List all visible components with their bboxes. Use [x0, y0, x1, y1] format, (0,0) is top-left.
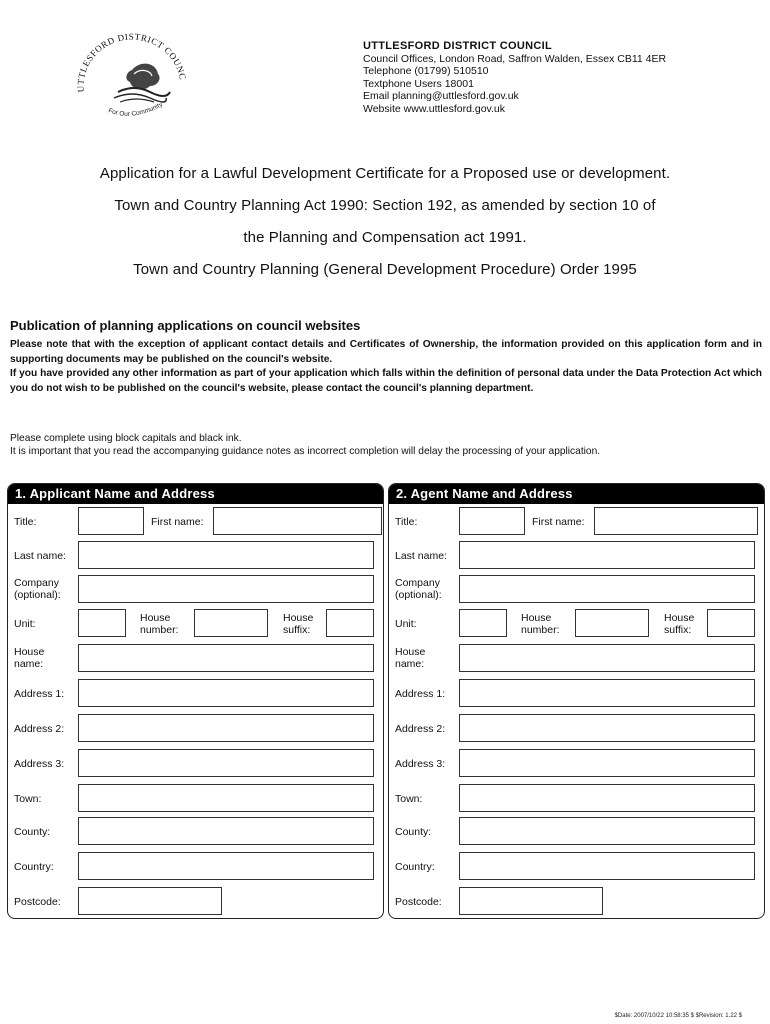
- first-name-label: First name:: [151, 516, 204, 528]
- house-number-label-line1: House: [140, 612, 171, 624]
- logo-arc-text: UTTLESFORD DISTRICT COUNC: [75, 31, 189, 93]
- applicant-unit-input[interactable]: [78, 609, 126, 637]
- house-suffix-label: [283, 612, 313, 636]
- last-name-label: Last name:: [14, 550, 66, 562]
- house-number-label-line2: number:: [521, 624, 560, 636]
- council-logo: [70, 30, 200, 130]
- address1-label: Address 1:: [395, 688, 446, 700]
- form-title: Application for a Lawful Development Certificate for a Proposed use or development.: [99, 165, 671, 182]
- address1-label: Address 1:: [14, 688, 65, 700]
- svg-text:For Our Community: [107, 101, 164, 118]
- agent-country-input[interactable]: [459, 852, 755, 880]
- house-name-label-line2: name:: [395, 658, 425, 670]
- country-label: Country:: [14, 861, 54, 873]
- agent-section: [388, 483, 765, 919]
- applicant-address1-input[interactable]: [78, 679, 374, 707]
- company-label: [14, 577, 61, 601]
- house-name-label: [14, 646, 44, 670]
- last-name-label: Last name:: [395, 550, 447, 562]
- house-suffix-label-line1: House: [664, 612, 695, 624]
- publication-notice: [10, 318, 762, 396]
- house-number-label-line2: number:: [140, 624, 179, 636]
- applicant-section: [7, 483, 384, 919]
- applicant-company-input[interactable]: [78, 575, 374, 603]
- form-subtitle-order: Town and Country Planning (General Development Procedure) Order 1995: [133, 261, 637, 278]
- agent-house-number-input[interactable]: [575, 609, 649, 637]
- company-label-line1: Company: [14, 577, 59, 589]
- applicant-address2-input[interactable]: [78, 714, 374, 742]
- applicant-county-input[interactable]: [78, 817, 374, 845]
- council-name: UTTLESFORD DISTRICT COUNCIL: [363, 40, 552, 52]
- house-number-label-line1: House: [521, 612, 552, 624]
- completion-instructions: [10, 432, 600, 458]
- council-textphone: Textphone Users 18001: [363, 77, 474, 90]
- house-number-label: [140, 612, 179, 636]
- house-suffix-label-line2: suffix:: [283, 624, 311, 636]
- house-number-label: [521, 612, 560, 636]
- applicant-title-input[interactable]: [78, 507, 144, 535]
- agent-postcode-input[interactable]: [459, 887, 603, 915]
- instruction-guidance: It is important that you read the accompanying guidance notes as incorrect completion will delay the processing of your application.: [10, 446, 601, 457]
- house-name-label-line2: name:: [14, 658, 44, 670]
- council-address: Council Offices, London Road, Saffron Walden, Essex CB11 4ER: [363, 52, 667, 65]
- svg-text:UTTLESFORD DISTRICT COUNCIL: [70, 30, 188, 93]
- applicant-address3-input[interactable]: [78, 749, 374, 777]
- applicant-postcode-input[interactable]: [78, 887, 222, 915]
- address3-label: Address 3:: [14, 758, 65, 770]
- agent-first-name-input[interactable]: [594, 507, 758, 535]
- publication-para-2: If you have provided any other information as part of your application which falls within the definition of personal data under the Data Protection Act which you do not wish to be published on the council's website, please contact the council's planning department.: [10, 368, 762, 394]
- logo-emblem: [114, 64, 170, 102]
- applicant-section-title: 1. Applicant Name and Address: [8, 484, 383, 504]
- council-contact-block: [363, 40, 666, 116]
- first-name-label: First name:: [532, 516, 585, 528]
- address3-label: Address 3:: [395, 758, 446, 770]
- house-suffix-label: [664, 612, 694, 636]
- revision-footer: $Date: 2007/10/22 10:58:35 $ $Revision: 1.22 $: [614, 1013, 742, 1019]
- agent-title-input[interactable]: [459, 507, 525, 535]
- applicant-town-input[interactable]: [78, 784, 374, 812]
- applicant-house-number-input[interactable]: [194, 609, 268, 637]
- unit-label: Unit:: [14, 618, 36, 630]
- agent-town-input[interactable]: [459, 784, 755, 812]
- form-subtitle-amendment: the Planning and Compensation act 1991.: [243, 229, 527, 246]
- agent-house-suffix-input[interactable]: [707, 609, 755, 637]
- address2-label: Address 2:: [14, 723, 65, 735]
- agent-unit-input[interactable]: [459, 609, 507, 637]
- council-email: Email planning@uttlesford.gov.uk: [363, 90, 519, 103]
- form-titles: [0, 164, 770, 292]
- applicant-last-name-input[interactable]: [78, 541, 374, 569]
- house-name-label: [395, 646, 425, 670]
- house-name-label-line1: House: [14, 646, 45, 658]
- instruction-ink: Please complete using block capitals and black ink.: [10, 433, 242, 444]
- agent-company-input[interactable]: [459, 575, 755, 603]
- agent-last-name-input[interactable]: [459, 541, 755, 569]
- agent-county-input[interactable]: [459, 817, 755, 845]
- council-website: Website www.uttlesford.gov.uk: [363, 102, 506, 115]
- address2-label: Address 2:: [395, 723, 446, 735]
- agent-section-title: 2. Agent Name and Address: [389, 484, 764, 504]
- publication-para-1: Please note that with the exception of applicant contact details and Certificates of Ownership, the information provided on this application form and in supporting documents may be published on the council's website.: [10, 339, 762, 365]
- country-label: Country:: [395, 861, 435, 873]
- publication-heading: Publication of planning applications on council websites: [10, 318, 361, 333]
- town-label: Town:: [395, 793, 423, 805]
- postcode-label: Postcode:: [14, 896, 61, 908]
- title-label: Title:: [395, 516, 418, 528]
- agent-address2-input[interactable]: [459, 714, 755, 742]
- applicant-house-suffix-input[interactable]: [326, 609, 374, 637]
- form-subtitle-act: Town and Country Planning Act 1990: Section 192, as amended by section 10 of: [114, 197, 656, 214]
- applicant-house-name-input[interactable]: [78, 644, 374, 672]
- house-suffix-label-line2: suffix:: [664, 624, 692, 636]
- company-label-line1: Company: [395, 577, 440, 589]
- agent-address1-input[interactable]: [459, 679, 755, 707]
- town-label: Town:: [14, 793, 42, 805]
- council-telephone: Telephone (01799) 510510: [363, 65, 489, 78]
- agent-house-name-input[interactable]: [459, 644, 755, 672]
- postcode-label: Postcode:: [395, 896, 442, 908]
- county-label: County:: [395, 826, 432, 838]
- unit-label: Unit:: [395, 618, 417, 630]
- title-label: Title:: [14, 516, 37, 528]
- applicant-country-input[interactable]: [78, 852, 374, 880]
- applicant-first-name-input[interactable]: [213, 507, 382, 535]
- agent-address3-input[interactable]: [459, 749, 755, 777]
- house-name-label-line1: House: [395, 646, 426, 658]
- company-label-line2: (optional):: [395, 589, 442, 601]
- logo-motto: For Our Community: [107, 101, 164, 118]
- company-label: [395, 577, 442, 601]
- company-label-line2: (optional):: [14, 589, 61, 601]
- house-suffix-label-line1: House: [283, 612, 314, 624]
- county-label: County:: [14, 826, 51, 838]
